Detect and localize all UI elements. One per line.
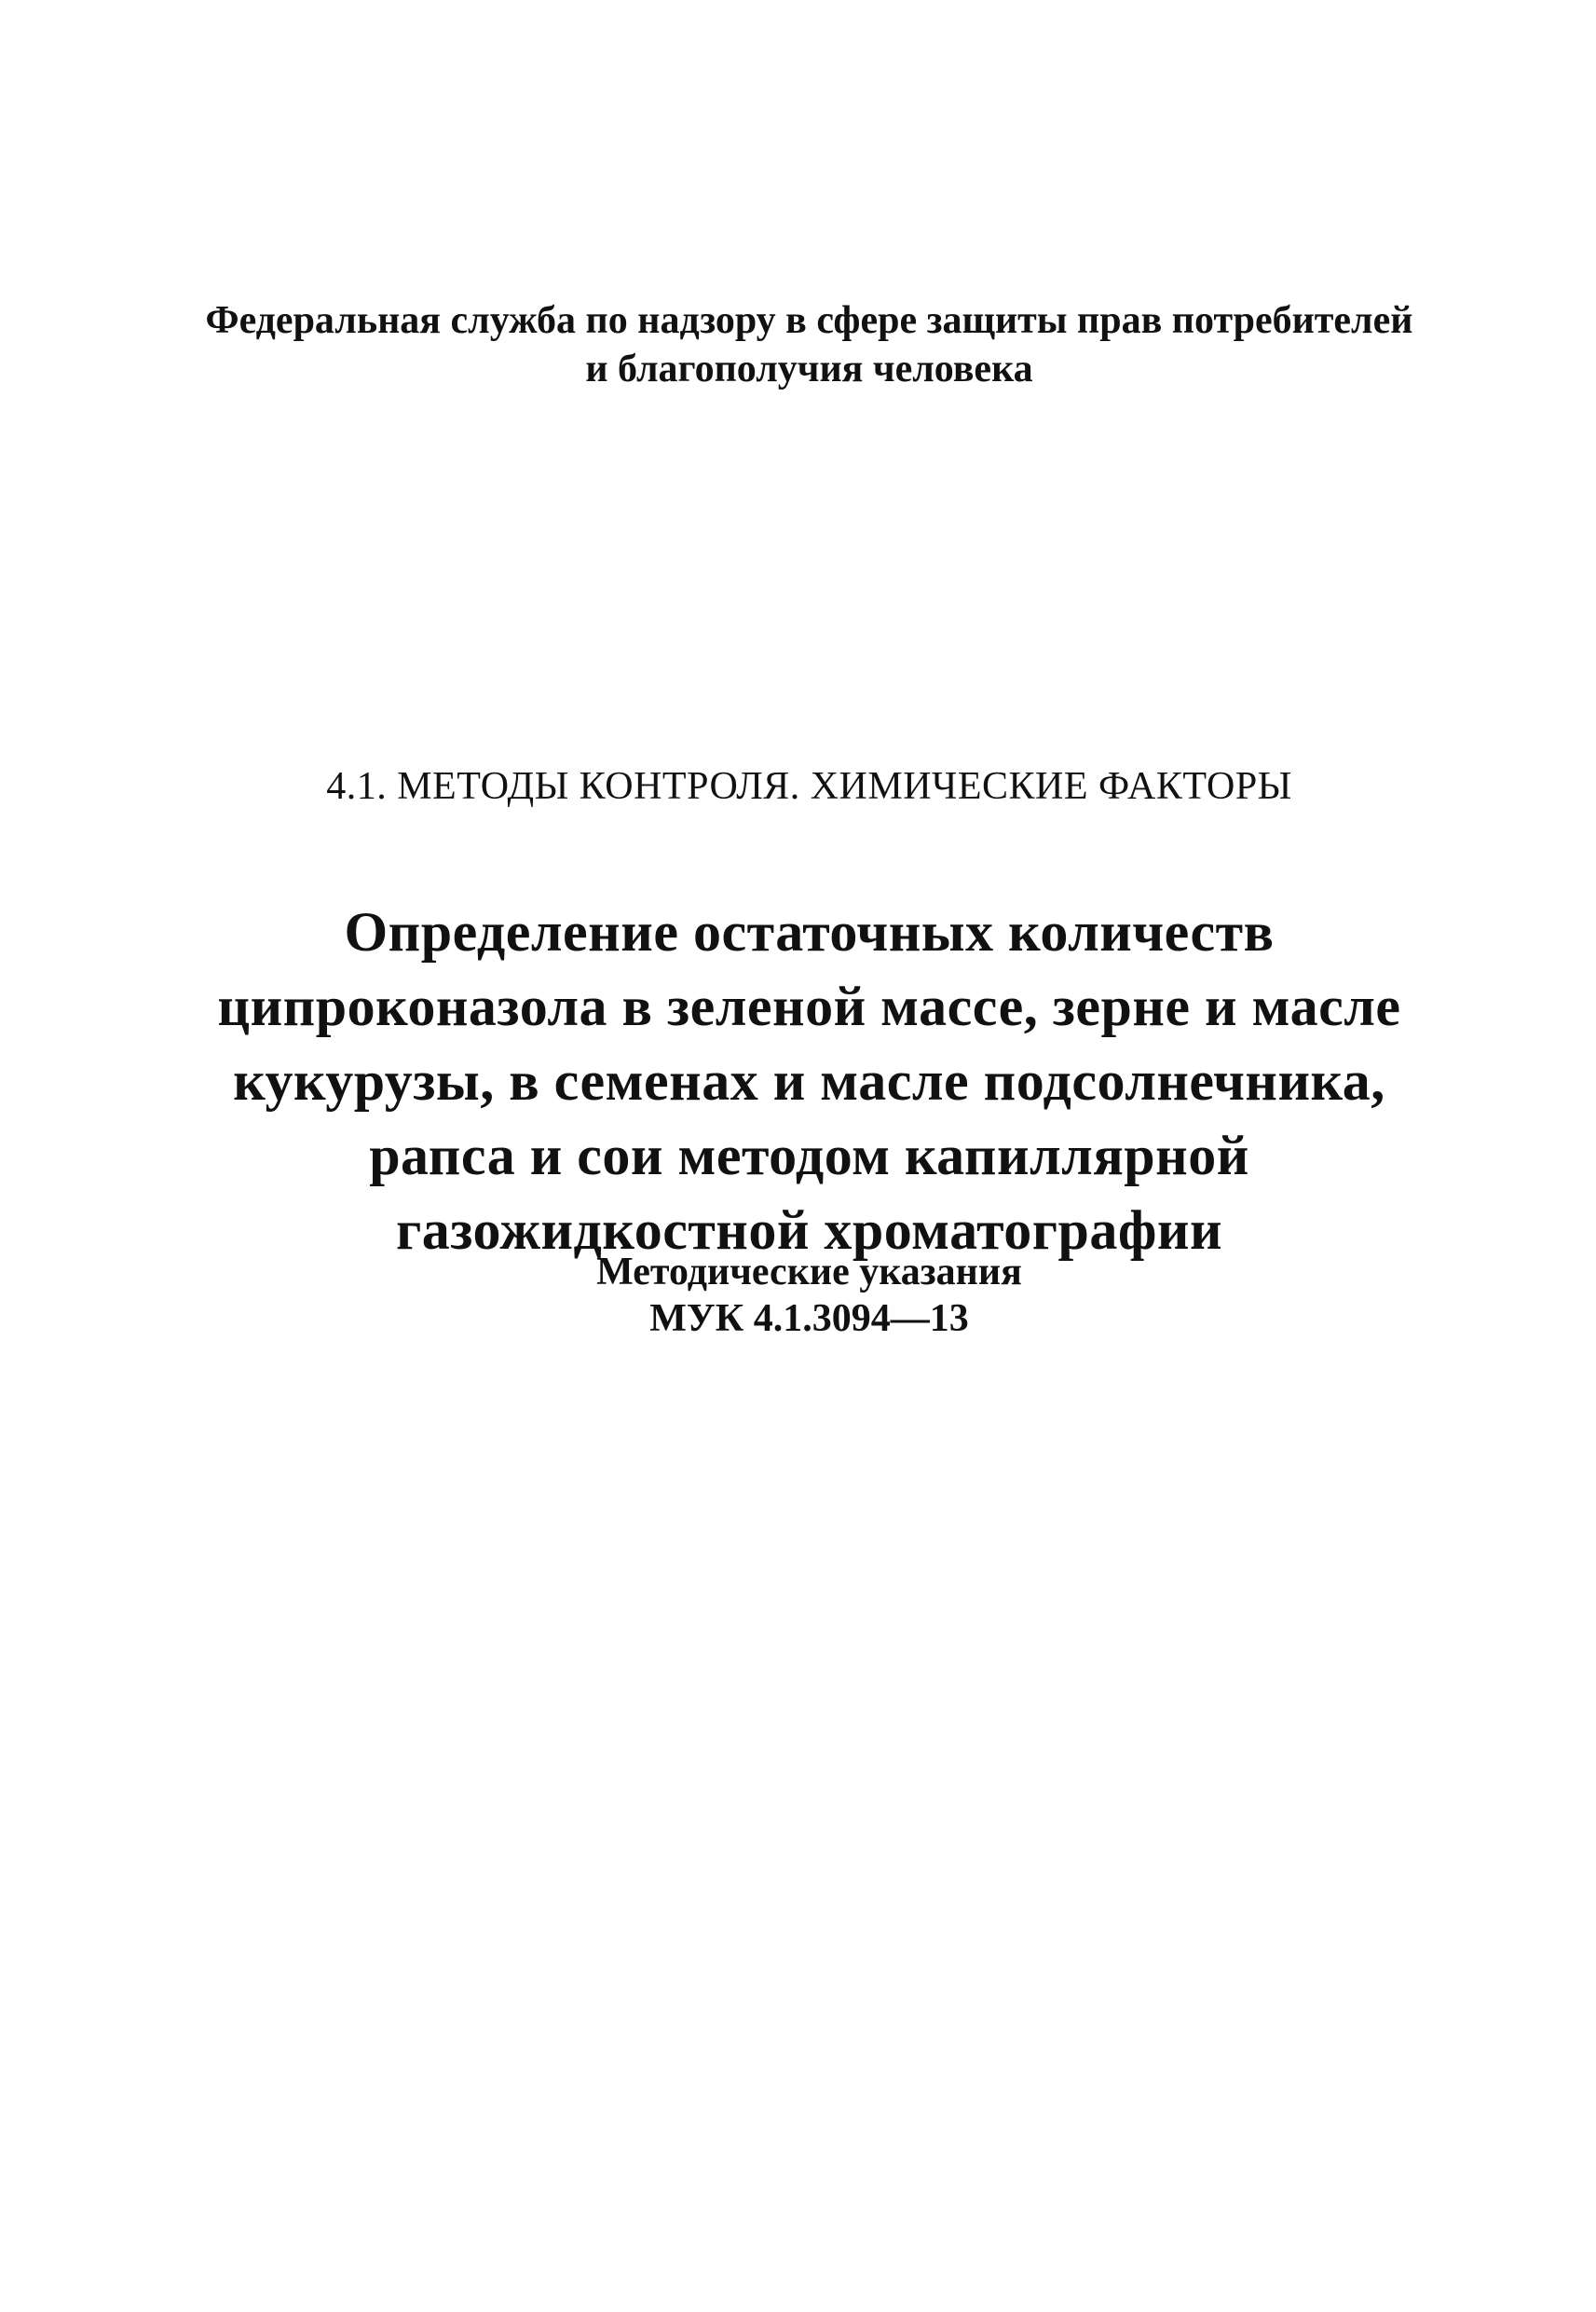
- title-line-3: кукурузы, в семенах и масле подсолнечника,: [233, 1050, 1385, 1112]
- document-title: [11, 895, 1596, 1267]
- series-text: 4.1. МЕТОДЫ КОНТРОЛЯ. ХИМИЧЕСКИЕ ФАКТОРЫ: [326, 765, 1292, 808]
- document-type: Методические указания: [596, 1251, 1022, 1293]
- organization-line-2: и благополучия человека: [585, 348, 1033, 390]
- document-designation: [11, 1249, 1596, 1342]
- title-line-4: рапса и сои методом капиллярной: [369, 1125, 1249, 1186]
- title-line-2: ципроконазола в зеленой массе, зерне и масле: [217, 976, 1401, 1037]
- organization-line-1: Федеральная служба по надзору в сфере защиты прав потребителей: [205, 299, 1413, 342]
- series-heading: [11, 762, 1596, 811]
- document-number: МУК 4.1.3094—13: [649, 1297, 969, 1340]
- title-line-1: Определение остаточных количеств: [344, 901, 1275, 963]
- organization-header: [11, 296, 1596, 393]
- title-line-5: газожидкостной хроматографии: [395, 1199, 1223, 1261]
